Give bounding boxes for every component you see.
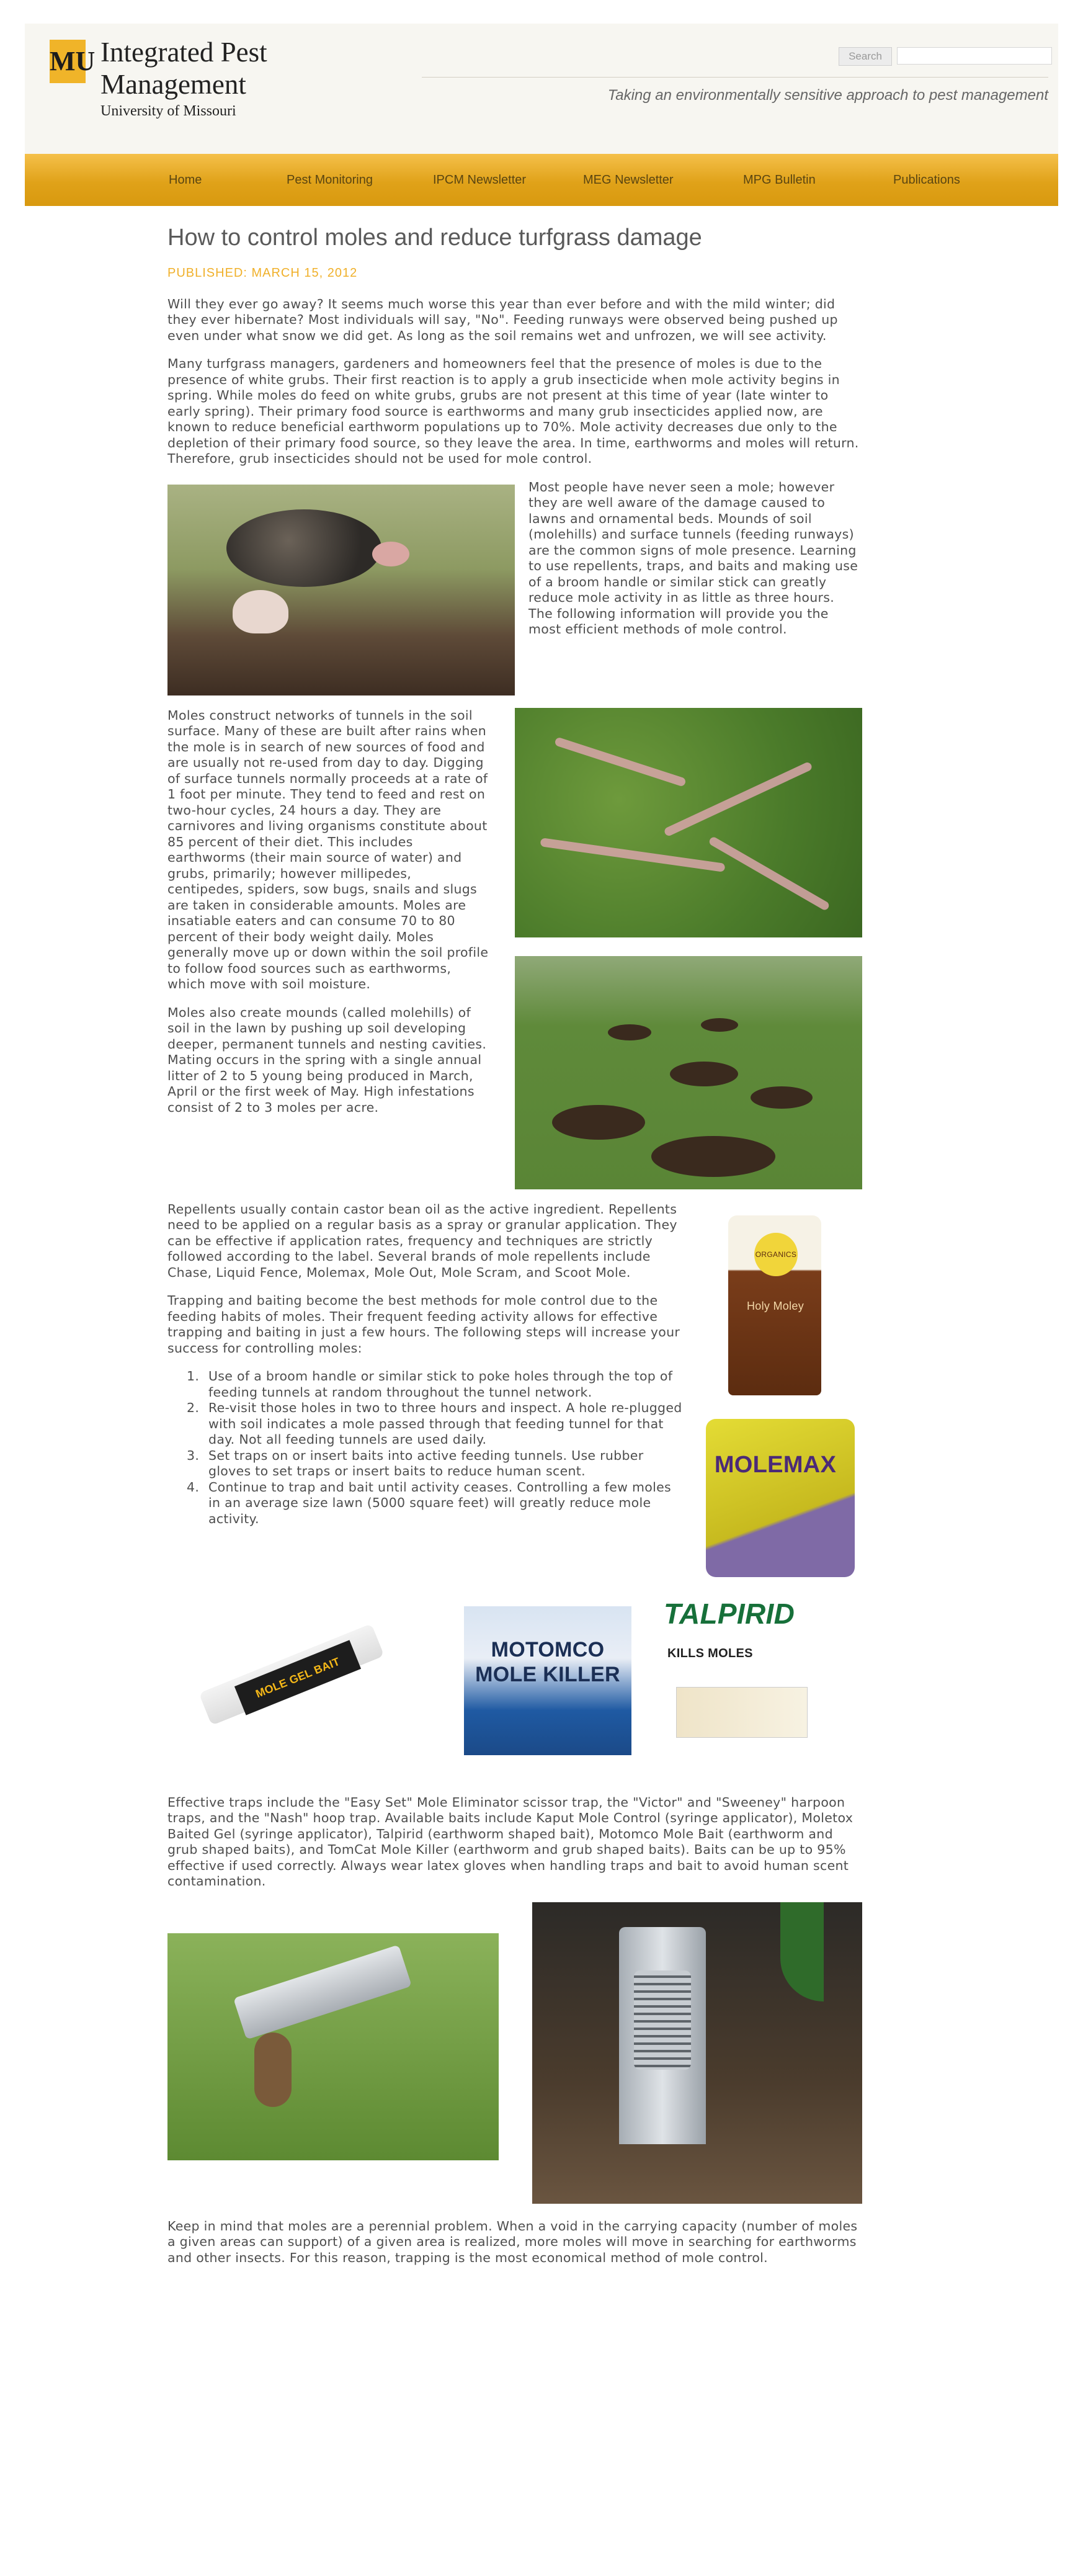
nav-publications[interactable]: Publications [893,173,960,187]
runway-trail [708,835,831,911]
list-item: 2. Re-visit those holes in two to three hours and inspect. A hole re-plugged with soil indicates a mole passed through that feeding tunnel for that day. Not all feeding tunnels are used daily. [203,1400,862,1448]
paragraph-mounds: Moles also create mounds (called molehills) of soil in the lawn by pushing up soil developing deeper, permanent tunnels and nesting cavities. Mating occurs in the spring with a single annual litter of 2 to 5 young being produced in March, April or the first week of May. High infestations consist of 2 to 3 moles per acre. [167,1004,487,1115]
molemax-pouch [706,1419,855,1577]
scissor-trap-photo [167,1933,499,2160]
trap-jaws [233,1944,412,2039]
list-item: 4. Continue to trap and bait until activity ceases. Controlling a few moles in an average size lawn (5000 square feet) will greatly reduce mole activity. [203,1480,862,1527]
trap-photos-row [167,1902,862,2206]
nav-mpg-bulletin[interactable]: MPG Bulletin [743,173,816,187]
talpirid-tagline: KILLS MOLES [667,1646,753,1660]
paragraph-trapping: Trapping and baiting become the best methods for mole control due to the feeding habits of moles. Their frequent feeding activity allows for effective trapping and baiting in just a few hours. The following steps will increase your success for controlling moles: [167,1293,680,1356]
mole-gel-bait-photo [174,1600,416,1768]
molehill [552,1105,645,1140]
site-subtitle: University of Missouri [100,103,236,119]
talpirid-pack [676,1687,808,1738]
nav-pest-monitoring[interactable]: Pest Monitoring [287,173,373,187]
molehill [608,1024,651,1040]
main-nav [25,154,1058,206]
nav-home[interactable]: Home [169,173,202,187]
university-logo-icon[interactable]: MU [50,40,86,83]
mole-nose [372,542,409,566]
molehill [670,1062,738,1086]
header-divider [422,77,1048,78]
list-item: 3. Set traps on or insert baits into active feeding tunnels. Use rubber gloves to set traps or insert baits to reduce human scent. [203,1448,862,1480]
runway-trail [540,838,725,872]
feeding-runways-photo [515,708,862,937]
mole-body [226,509,381,587]
holy-moley-repellent-photo [713,1205,862,1404]
trap-spring [634,1970,691,2070]
bait-products-row [167,1597,862,1780]
search-button[interactable]: Search [839,47,892,66]
molehill [651,1136,775,1177]
published-date: PUBLISHED: MARCH 15, 2012 [167,266,358,280]
mole-photo [167,485,515,695]
paragraph-repellents: Repellents usually contain castor bean oil as the active ingredient. Repellents need to be applied on a regular basis as a spray or granular application. They can be effective if application rates, frequency and techniques are strictly followed according to the label. Several brands of mole repellents include Chase, Liquid Fence, Molemax, Mole Out, Mole Scram, and Scoot Mole. [167,1201,677,1280]
trapped-mole [254,2033,292,2107]
bag-label: Holy Moley [746,1299,804,1312]
molehill [701,1018,738,1032]
talpirid-logo: TALPIRID [664,1597,795,1630]
mole-paw [233,590,288,633]
search-input[interactable] [897,47,1052,65]
organics-seal: ORGANICS [754,1233,798,1276]
mole-killer-photo [464,1600,631,1755]
molehill [751,1086,813,1109]
site-tagline: Taking an environmentally sensitive approach to pest management [607,87,1048,104]
paragraph-traps-baits: Effective traps include the "Easy Set" Mole Eliminator scissor trap, the "Victor" and "Sweeney" harpoon traps, and the "Nash" hoop trap. Available baits include Kaput Mole Control (syringe applicator), Moletox Baited Gel (syringe applicator), Talpirid (earthworm shaped bait), Motomco Mole Bait (earthworm and grub shaped baits), and TomCat Mole Killer (earthworm and grub shaped baits). Baits can be up to 95% effective if used correctly. Always wear latex gloves when handling traps and bait to avoid human scent contamination. [167,1794,853,1889]
paragraph-grubs: Many turfgrass managers, gardeners and homeowners feel that the presence of moles is due to the presence of white grubs. Their first reaction is to apply a grub insecticide when mole activity begins in spring. While moles do feed on white grubs, grubs are not present at this time of year (late winter to early spring). Their primary food source is earthworms and many grub insecticides applied now, are known to reduce beneficial earthworm populations up to 70%. Mole activity decreases due only to the depletion of their primary food source, so they leave the area. In time, earthworms and moles will return. Therefore, grub insecticides should not be used for mole control. [167,356,859,466]
site-title[interactable]: Integrated Pest Management [100,37,267,100]
harpoon-trap-photo [532,1902,862,2204]
nav-meg-newsletter[interactable]: MEG Newsletter [583,173,674,187]
molemax-label: MOLEMAX [714,1451,837,1478]
article [167,223,862,2278]
mole-killer-label: MOTOMCO MOLE KILLER [475,1637,620,1686]
molehills-photo [515,956,862,1189]
foliage [780,1902,824,2001]
runway-trail [554,736,687,787]
list-item: 1. Use of a broom handle or similar stick to poke holes through the top of feeding tunnels at random throughout the tunnel network. [203,1369,862,1400]
molemax-repellent-photo [701,1414,862,1581]
talpirid-photo [664,1597,831,1755]
nav-ipcm-newsletter[interactable]: IPCM Newsletter [433,173,527,187]
gel-label: MOLE GEL BAIT [234,1640,361,1715]
paragraph-conclusion: Keep in mind that moles are a perennial problem. When a void in the carrying capacity (number of moles a given areas can support) of a given area is realized, more moles will move in searching for earthworms and other insects. For this reason, trapping is the most economical method of mole control. [167,2218,858,2265]
paragraph-intro: Will they ever go away? It seems much worse this year than ever before and with the mild winter; did they ever hibernate? Most individuals will say, "No". Feeding runways were observed being pushed up even under what snow we did get. As long as the soil remains wet and unfrozen, we will see activity. [167,296,838,343]
article-title: How to control moles and reduce turfgrass damage [167,225,702,251]
runway-trail [663,761,813,837]
paragraph-tunnels: Moles construct networks of tunnels in the soil surface. Many of these are built after rains when the mole is in search of new sources of food and are usually not re-used from day to day. Digging of surface tunnels normally proceeds at a rate of 1 foot per minute. They tend to feed and rest on two-hour cycles, 24 hours a day. They are carnivores and living organisms constitute about 85 percent of their diet. This includes earthworms (their main source of water) and grubs, primarily; however millipedes, centipedes, spiders, sow bugs, snails and slugs are taken in considerable amounts. Moles are insatiable eaters and can consume 70 to 80 percent of their body weight daily. Moles generally move up or down within the soil profile to follow food sources such as earthworms, which move with soil moisture. [167,707,489,991]
paragraph-signs: Most people have never seen a mole; however they are well aware of the damage caused to lawns and ornamental beds. Mounds of soil (molehills) and surface tunnels (feeding runways) are the common signs of mole presence. Learning to use repellents, traps, and baits and making use of a broom handle or similar stick can greatly reduce mole activity in as little as three hours. The following information will provide you the most efficient methods of mole control. [528,479,858,637]
